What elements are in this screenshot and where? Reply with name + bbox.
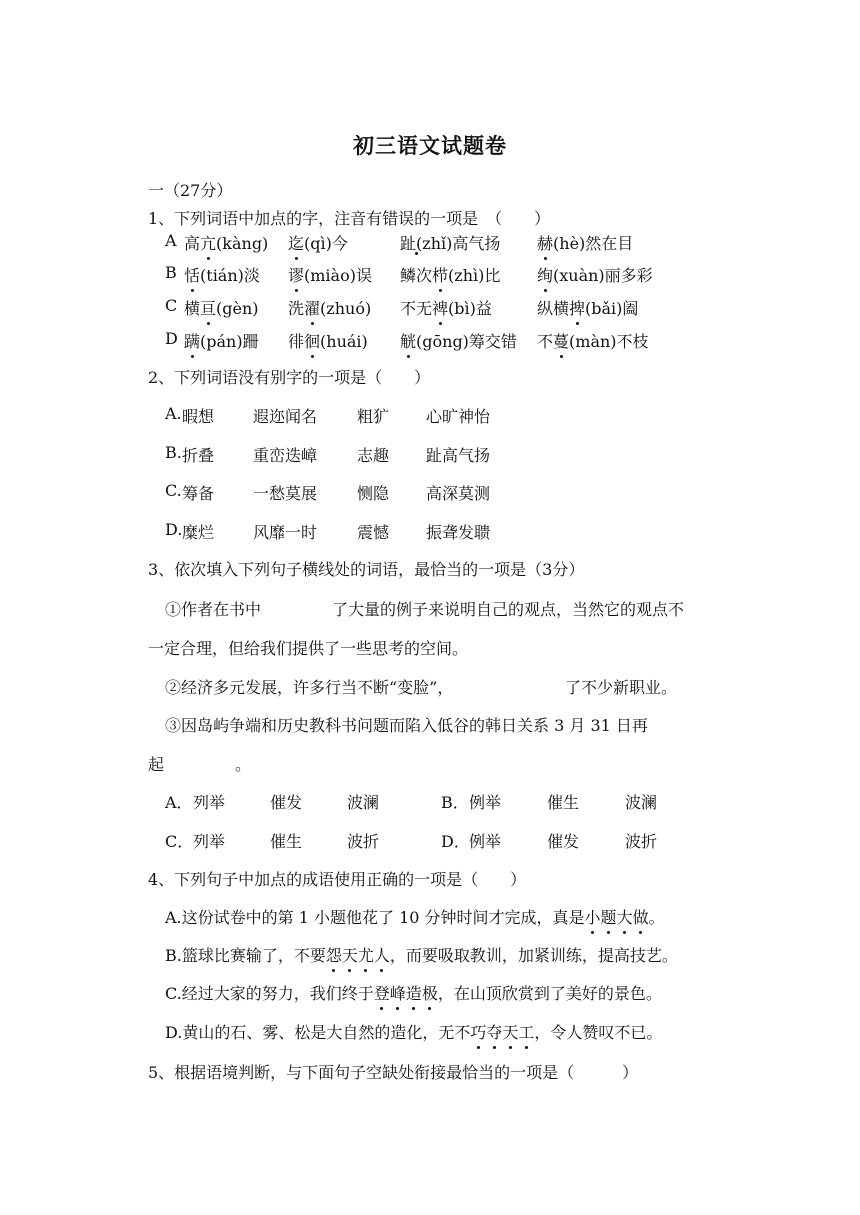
word-item: 催发 [547, 832, 580, 851]
word-item: 徘徊(huái) [288, 329, 368, 352]
option-label: A． [165, 793, 193, 812]
word-item: 鳞次栉(zhì)比 [400, 263, 500, 286]
word-item: 觥(gōng)筹交错 [400, 329, 517, 352]
option-label: D. [165, 520, 183, 539]
word-item: 迄(qì)今 [288, 231, 348, 254]
q4-option-a: A.这份试卷中的第 1 小题他花了 10 分钟时间才完成，真是小题大做。 [165, 905, 665, 928]
word-item: 筹备 [182, 484, 215, 503]
word-item: 洗濯(zhuó) [288, 296, 371, 319]
word-item: 例举 [469, 832, 502, 851]
option-label: A [165, 231, 177, 250]
q3-sentence-1-end: 了大量的例子来说明自己的观点，当然它的观点不 [332, 600, 685, 619]
word-item: 遐迩闻名 [253, 407, 318, 426]
q3-stem: 3、依次填入下列句子横线处的词语，最恰当的一项是（3分） [148, 560, 585, 579]
word-item: 折叠 [182, 446, 215, 465]
word-item: 高亢(kàng) [184, 231, 268, 254]
word-item: 波折 [625, 832, 658, 851]
q3-sentence-3-start: ③因岛屿争端和历史教科书问题而陷入低谷的韩日关系 3 月 31 日再 [165, 716, 648, 735]
word-item: 暇想 [182, 407, 215, 426]
word-item: 重峦迭嶂 [253, 446, 318, 465]
word-item: 催生 [270, 832, 303, 851]
q1-stem: 1、下列词语中加点的字，注音有错误的一项是 （ ） [148, 209, 551, 228]
word-item: 例举 [469, 793, 502, 812]
word-item: 纵横捭(bǎi)阖 [537, 296, 638, 319]
word-item: 赫(hè)然在目 [537, 231, 633, 254]
option-label: C. [165, 481, 182, 500]
word-item: 不蔓(màn)不枝 [537, 329, 649, 352]
word-item: 趾(zhǐ)高气扬 [400, 234, 501, 253]
option-label: D [165, 329, 178, 348]
word-item: 振聋发聩 [426, 523, 491, 542]
word-item: 波折 [347, 832, 380, 851]
option-label: B． [441, 793, 469, 812]
dotted-idiom: 巧夺天工 [470, 1023, 534, 1042]
dotted-idiom: 怨天尤人 [326, 946, 390, 965]
word-item: 绚(xuàn)丽多彩 [537, 263, 653, 286]
word-item: 风靡一时 [253, 523, 318, 542]
q3-sentence-1-start: ①作者在书中 [165, 600, 262, 619]
word-item: 谬(miào)误 [288, 263, 372, 286]
word-item: 高深莫测 [426, 484, 491, 503]
q4-option-b: B.篮球比赛输了，不要怨天尤人，而要吸取教训，加紧训练，提高技艺。 [165, 943, 678, 966]
word-item: 趾高气扬 [426, 446, 491, 465]
q3-sentence-3-end: 。 [235, 755, 252, 774]
word-item: 横亘(gèn) [184, 296, 259, 319]
option-label: A. [165, 404, 182, 423]
word-item: 一愁莫展 [253, 484, 318, 503]
q3-sentence-1-cont: 一定合理，但给我们提供了一些思考的空间。 [148, 639, 469, 658]
option-label: C [165, 296, 178, 315]
q2-stem: 2、下列词语没有别字的一项是（ ） [148, 368, 431, 387]
word-item: 列举 [193, 832, 226, 851]
word-item: 波澜 [347, 793, 380, 812]
q3-sentence-3-cont: 起 [148, 755, 165, 774]
word-item: 震憾 [357, 523, 390, 542]
option-label: B [165, 263, 177, 282]
option-label: D． [441, 832, 470, 851]
word-item: 志趣 [357, 446, 390, 465]
word-item: 恻隐 [357, 484, 390, 503]
word-item: 波澜 [625, 793, 658, 812]
word-item: 催生 [547, 793, 580, 812]
word-item: 心旷神怡 [426, 407, 491, 426]
word-item: 糜烂 [182, 523, 215, 542]
q4-stem: 4、下列句子中加点的成语使用正确的一项是（ ） [148, 870, 527, 889]
word-item: 催发 [270, 793, 303, 812]
q3-sentence-2-start: ②经济多元发展，许多行当不断“变脸”， [165, 678, 454, 697]
word-item: 列举 [193, 793, 226, 812]
q4-option-c: C.经过大家的努力，我们终于登峰造极，在山顶欣赏到了美好的景色。 [165, 981, 662, 1004]
q5-stem: 5、根据语境判断，与下面句子空缺处衔接最恰当的一项是（ ） [148, 1063, 639, 1082]
q4-option-d: D.黄山的石、雾、松是大自然的造化，无不巧夺天工，令人赞叹不已。 [165, 1020, 662, 1043]
q3-sentence-2-end: 了不少新职业。 [565, 678, 678, 697]
page-title: 初三语文试题卷 [353, 133, 507, 158]
dotted-idiom: 登峰造极 [374, 984, 438, 1003]
option-label: B. [165, 443, 182, 462]
word-item: 蹒(pán)跚 [184, 329, 259, 352]
option-label: C． [165, 832, 194, 851]
dotted-idiom: 小题大做 [585, 908, 649, 927]
word-item: 不无裨(bì)益 [400, 296, 492, 319]
word-item: 恬(tián)淡 [184, 263, 260, 286]
section-heading: 一（27分） [148, 181, 233, 200]
word-item: 粗犷 [357, 407, 390, 426]
